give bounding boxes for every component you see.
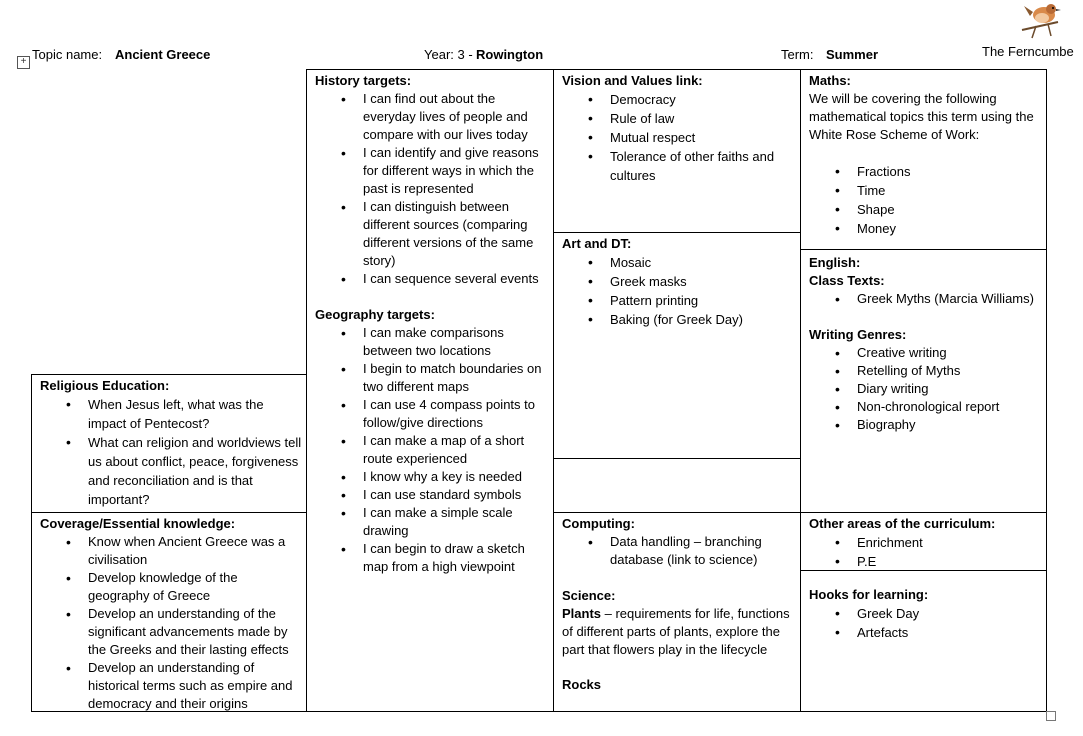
list-item: • Shape [857,200,1042,219]
maths-intro: We will be covering the following mathematical topics this term using the White Rose Scheme of Work: [809,91,1034,142]
list-item: • Pattern printing [610,291,796,310]
topic-value: Ancient Greece [115,47,211,62]
history-title: History targets: [315,73,412,88]
list-item: • Baking (for Greek Day) [610,310,796,329]
english-cell[interactable] [800,249,1047,513]
art-list [562,253,796,329]
list-item: • Greek Day [857,604,1042,623]
list-item: • Mosaic [610,253,796,272]
computing-title: Computing: [562,516,635,531]
history-list [315,90,549,288]
list-item: • I can find out about the everyday lives of people and compare with our lives today [363,90,549,144]
list-item: • I know why a key is needed [363,468,549,486]
computing-list [562,533,796,569]
geography-title: Geography targets: [315,307,435,322]
list-item: • Biography [857,416,1042,434]
school-name: The Ferncumbe [982,44,1074,59]
re-title: Religious Education: [40,378,170,393]
list-item: • Develop knowledge of the geography of Greece [88,569,302,605]
maths-title: Maths: [809,73,851,88]
term-value: Summer [826,47,879,62]
vision-list [562,90,796,185]
computing-science-cell[interactable] [553,512,801,712]
vision-values-box [553,69,801,233]
empty-cell[interactable] [553,458,801,513]
class-texts-list [809,290,1042,308]
list-item: • Enrichment [857,533,1042,552]
coverage-cell[interactable] [31,512,307,712]
list-item: • Diary writing [857,380,1042,398]
term-label: Term: [781,47,814,62]
list-item: • Fractions [857,162,1042,181]
list-item: • Artefacts [857,623,1042,642]
coverage-title: Coverage/Essential knowledge: [40,516,236,531]
genres-title: Writing Genres: [809,327,907,342]
hooks-list [809,604,1042,642]
hooks-cell[interactable] [800,570,1047,712]
science-plants [562,605,796,659]
english-title: English: [809,255,861,270]
list-item: • Creative writing [857,344,1042,362]
list-item: • What can religion and worldviews tell us about conflict, peace, forgiveness and reconciliation and is that important? [88,433,302,509]
other-title: Other areas of the curriculum: [809,516,996,531]
list-item: • I can make comparisons between two locations [363,324,549,360]
table-move-handle[interactable]: + [17,56,30,69]
class-texts-title: Class Texts: [809,273,885,288]
list-item: • Mutual respect [610,128,796,147]
table-resize-handle[interactable] [1046,711,1056,721]
other-areas-cell[interactable] [800,512,1047,571]
list-item: • Non-chronological report [857,398,1042,416]
list-item: • Democracy [610,90,796,109]
topic-label: Topic name: [32,47,103,62]
list-item: • I begin to match boundaries on two different maps [363,360,549,396]
list-item: • I can use 4 compass points to follow/give directions [363,396,549,432]
geography-list [315,324,549,576]
maths-list [809,162,1042,238]
art-title: Art and DT: [562,236,632,251]
list-item: • I can identify and give reasons for different ways in which the past is represented [363,144,549,198]
history-geography-box [306,69,554,712]
list-item: • Tolerance of other faiths and cultures [610,147,796,185]
year-label: Year: 3 - [424,47,473,62]
year-value: Rowington [476,47,544,62]
bird-logo-icon [1018,0,1064,40]
list-item: • Time [857,181,1042,200]
list-item: • I can distinguish between different sources (comparing different versions of the same story) [363,198,549,270]
list-item: • Greek Myths (Marcia Williams) [857,290,1042,308]
list-item: • I can make a map of a short route experienced [363,432,549,468]
list-item: • Know when Ancient Greece was a civilisation [88,533,302,569]
rocks-label: Rocks [562,677,602,692]
list-item: • Develop an understanding of historical terms such as empire and democracy and their origins [88,659,302,712]
document-header [0,47,1083,65]
maths-box [800,69,1047,250]
coverage-list [40,533,302,712]
list-item: • I can sequence several events [363,270,549,288]
list-item: • Greek masks [610,272,796,291]
vision-title: Vision and Values link: [562,73,703,88]
genres-list [809,344,1042,434]
list-item: • I can begin to draw a sketch map from a high viewpoint [363,540,549,576]
list-item: • Rule of law [610,109,796,128]
list-item: • Retelling of Myths [857,362,1042,380]
list-item: • When Jesus left, what was the impact of Pentecost? [88,395,302,433]
list-item: • Develop an understanding of the significant advancements made by the Greeks and their lasting effects [88,605,302,659]
science-title: Science: [562,588,616,603]
list-item: • Data handling – branching database (link to science) [610,533,796,569]
list-item: • I can use standard symbols [363,486,549,504]
list-item: • Money [857,219,1042,238]
list-item: • P.E [857,552,1042,571]
art-dt-cell[interactable] [553,232,801,459]
re-list [40,395,302,509]
plants-text: – requirements for life, functions of different parts of plants, explore the part that flowers play in the lifecycle [562,606,790,657]
plants-label: Plants [562,606,602,621]
religious-education-cell[interactable] [31,374,307,513]
list-item: • I can make a simple scale drawing [363,504,549,540]
other-list [809,533,1042,571]
hooks-title: Hooks for learning: [809,587,929,602]
